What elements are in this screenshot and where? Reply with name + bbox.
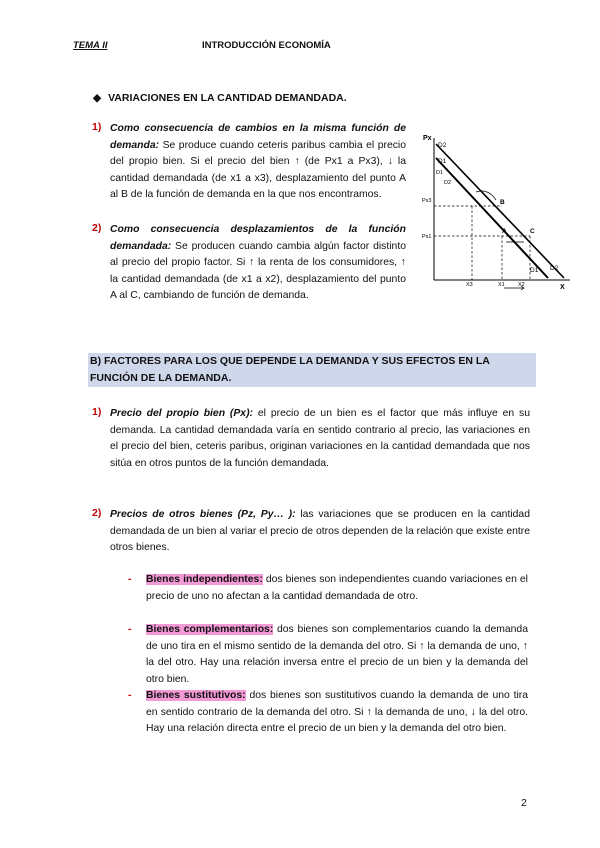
- curve-label-d2-bottom: D2: [550, 265, 559, 272]
- section-b-item-1-lead: Precio del propio bien (Px):: [110, 408, 254, 419]
- subitem-3-label: Bienes sustitutivos:: [146, 690, 246, 701]
- section-a-item-2: [110, 222, 406, 305]
- section-a-item-1-number: 1): [92, 121, 102, 133]
- section-b-title: B) FACTORES PARA LOS QUE DEPENDE LA DEMANDA Y SUS EFECTOS EN LA FUNCIÓN DE LA DEMANDA.: [88, 353, 536, 387]
- section-a-title: [93, 92, 347, 104]
- point-label-b: B: [500, 199, 505, 206]
- intercept-label-d2: D2: [444, 180, 452, 186]
- subitem-2-label: Bienes complementarios:: [146, 624, 274, 635]
- y-axis-label: Px: [423, 135, 432, 142]
- section-a-item-1: [110, 121, 406, 204]
- demand-curve-d1: [436, 158, 548, 278]
- point-label-a: A: [502, 228, 507, 235]
- section-a-item-2-text: Se producen cuando cambia algún factor distinto al precio del propio factor. Si ↑ la renta de los consumidores, ↑ la cantidad demandada (de x1 a x2), desplazamiento del punto A al C, cambiando de función de demanda.: [110, 240, 407, 302]
- section-a-heading: VARIACIONES EN LA CANTIDAD DEMANDADA.: [108, 92, 347, 104]
- section-b-item-2-number: 2): [92, 507, 102, 519]
- quantity-label-x3: X3: [466, 282, 473, 288]
- price-label-px1: Px1: [422, 234, 432, 240]
- header-title: INTRODUCCIÓN ECONOMÍA: [202, 40, 331, 51]
- section-a-item-2-lead: Como consecuencia desplazamientos de la función demandada:: [110, 224, 406, 252]
- curve-label-d2-top: D2: [438, 142, 447, 149]
- section-b-item-1-number: 1): [92, 406, 102, 418]
- section-b-item-1: [110, 406, 530, 472]
- subitem-3-text: dos bienes son sustitutivos cuando la demanda de uno tira en sentido contrario de la demanda del otro. Si ↑ la demanda de uno, ↓ la del otro. Hay una relación directa entre el precio de un bien y la demanda del otro bien.: [146, 690, 529, 735]
- subitem-independientes: [146, 572, 528, 605]
- subitem-1-dash: -: [128, 574, 132, 585]
- demand-curve-d2: [436, 144, 564, 278]
- price-label-px3: Px3: [422, 198, 432, 204]
- diamond-bullet-icon: ◆: [93, 92, 102, 104]
- intercept-label-d1: D1: [436, 170, 444, 176]
- subitem-sustitutivos: [146, 688, 528, 738]
- curve-label-d1-top: D1: [438, 158, 447, 165]
- section-a-item-1-text: Se produce cuando ceteris paribus cambia el precio del propio bien. Si el precio del bien ↑ (de Px1 a Px3), ↓ la cantidad demandada (de x1 a x3), desplazamiento del punto A al B de la función de demanda en la que nos encontramos.: [110, 139, 407, 201]
- subitem-1-text: dos bienes son independientes cuando variaciones en el precio de uno no afectan a la cantidad demandada de otro.: [146, 574, 528, 602]
- section-a-item-1-lead: Como consecuencia de cambios en la misma función de demanda:: [110, 123, 406, 151]
- header-tema: TEMA II: [73, 40, 108, 51]
- quantity-label-x2: X2: [518, 282, 525, 288]
- curve-label-d1-bottom: D1: [530, 267, 539, 274]
- section-b-item-2-text: las variaciones que se producen en la cantidad demandada de un bien al variar el precio de otros dependen de la relación que existe entre otros bienes.: [110, 509, 530, 554]
- section-b-item-2-lead: Precios de otros bienes (Pz, Py… ):: [110, 509, 296, 520]
- subitem-3-dash: -: [128, 690, 132, 701]
- x-axis-label: X: [560, 284, 565, 291]
- subitem-2-text: dos bienes son complementarios cuando la demanda de uno tira en el mismo sentido de la demanda del otro. Si ↑ la demanda de uno, ↑ la del otro. Hay una relación inversa entre el precio de un bien y la demanda del otro bien.: [146, 624, 528, 685]
- quantity-label-x1: X1: [498, 282, 505, 288]
- subitem-complementarios: [146, 622, 528, 688]
- section-b-item-2: [110, 507, 530, 557]
- section-b-item-1-text: el precio de un bien es el factor que más influye en su demanda. La cantidad demandada varía en sentido contrario al precio, las variaciones en el precio del bien, ceteris paribus, originan variaciones en la cantidad demandada que nos sitúa en otros puntos de la función demandada.: [110, 408, 531, 469]
- point-label-c: C: [530, 228, 535, 235]
- section-a-item-2-number: 2): [92, 222, 102, 234]
- subitem-2-dash: -: [128, 624, 132, 635]
- demand-shift-graph: [420, 130, 572, 292]
- subitem-1-label: Bienes independientes:: [146, 574, 263, 585]
- page-number: 2: [521, 797, 527, 809]
